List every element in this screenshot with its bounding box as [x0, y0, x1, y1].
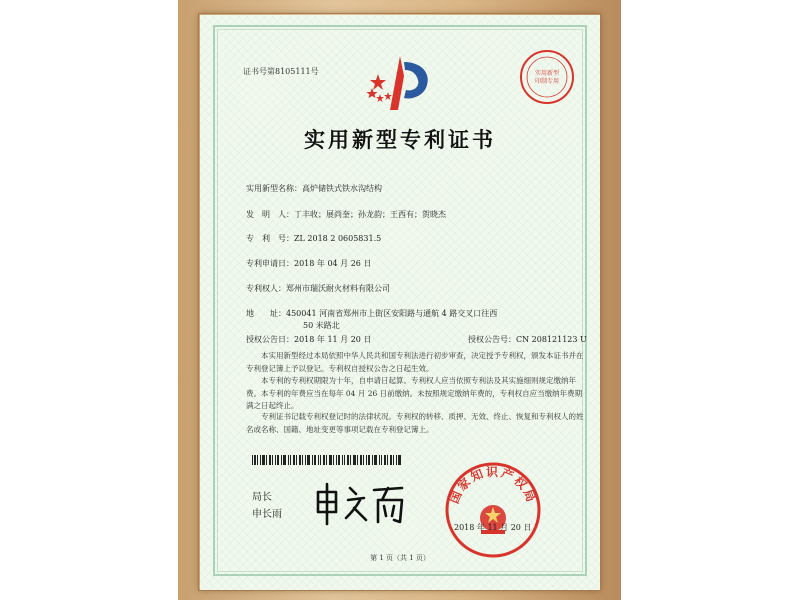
handwritten-signature: [310, 478, 410, 528]
field-label: 专 利 号：: [246, 234, 294, 243]
field-value: 2018 年 04 月 26 日: [294, 259, 372, 268]
body-paragraph-3: 专利证书记载专利权登记时的法律状况。专利权的转移、质押、无效、终止、恢复和专利权人的姓名或名称、国籍、地址变更等事项记载在专利登记簿上。: [246, 412, 584, 434]
field-value: 450041 河南省郑州市上街区安阳路与通航 4 路交叉口往西: [286, 309, 498, 318]
field-filing-date: [246, 258, 371, 269]
field-value: 丁丰收；展尚奎；孙龙韵；王西有；贺晓杰: [294, 210, 446, 219]
patent-office-logo: [360, 52, 440, 118]
national-ip-office-seal: [443, 460, 543, 560]
svg-text:实用新型: 实用新型: [534, 70, 560, 77]
certificate-title: 实用新型专利证书: [304, 127, 496, 152]
page-number: 第 1 页（共 1 页）: [370, 554, 430, 562]
director-title: 局长: [252, 492, 272, 503]
field-value: 2018 年 11 月 20 日: [294, 335, 372, 344]
seal-date: 2018 年 11 月 20 日: [454, 523, 532, 532]
svg-text:印制专用: 印制专用: [534, 78, 560, 85]
field-label: 专利权人：: [246, 284, 286, 293]
svg-text:国家知识产权局: [447, 464, 539, 506]
seal-text: 国家知识产权局: [446, 465, 540, 506]
barcode: [252, 455, 402, 465]
field-inventors: [246, 209, 446, 220]
top-seal-stamp: [518, 48, 576, 106]
certificate-number: 证书号第8105111号: [243, 67, 319, 76]
body-paragraph-2: 本专利的专利权期限为十年，自申请日起算。专利权人应当依照专利法及其实施细则规定缴纳年费。本专利的年费应当在每年 04 月 26 日前缴纳。未按照规定缴纳年费的，专利权自应当缴纳年费期满之日起终止。: [246, 376, 583, 410]
field-address: [246, 308, 497, 319]
field-address-line2: 50 米路北: [303, 321, 340, 330]
field-utility-model-name: [246, 183, 382, 194]
director-name: 申长雨: [252, 509, 282, 520]
field-value: 高炉储铁式铁水沟结构: [302, 184, 382, 193]
field-patent-number: [246, 233, 381, 244]
field-label: 专利申请日：: [246, 259, 294, 268]
field-label: 授权公告日：: [246, 335, 294, 344]
field-value: ZL 2018 2 0605831.5: [294, 234, 382, 243]
field-patentee: [246, 283, 390, 294]
field-grant-number: [468, 334, 587, 345]
field-value: CN 208121123 U: [516, 335, 587, 344]
body-paragraph-1: 本实用新型经过本局依照中华人民共和国专利法进行初步审查，决定授予专利权，颁发本证书并在专利登记簿上予以登记。专利权自授权公告之日起生效。: [246, 351, 584, 373]
field-label: 实用新型名称：: [246, 184, 302, 193]
field-label: 地 址：: [246, 309, 286, 318]
field-label: 授权公告号：: [468, 335, 516, 344]
field-grant-date: [246, 334, 371, 345]
field-value: 郑州市瑞沃耐火材料有限公司: [286, 284, 390, 293]
field-label: 发 明 人：: [246, 210, 294, 219]
